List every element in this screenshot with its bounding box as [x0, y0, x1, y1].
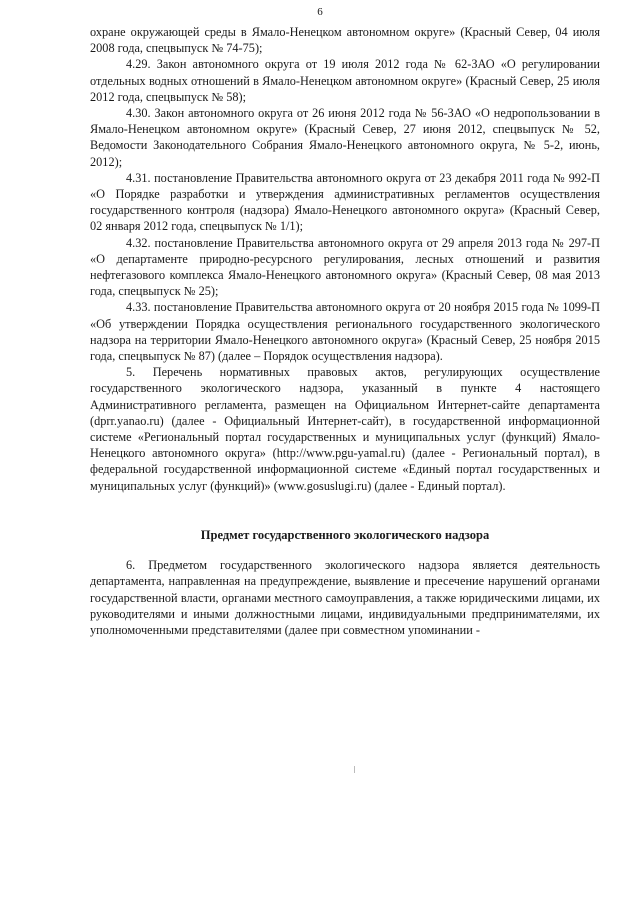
paragraph-6: 6. Предметом государственного экологического надзора является деятельность департамента, направленная на предупреждение, выявление и пресечение нарушений органами государственной власти, органами местного самоуправления, а также юридическими лицами, их руководителями и иными должностными лицами, индивидуальными предпринимателями, их уполномоченными представителями (далее при совместном упоминании - [90, 558, 600, 637]
scan-mark [354, 766, 355, 773]
document-body [90, 24, 600, 638]
paragraph-4-30: 4.30. Закон автономного округа от 26 июня 2012 года № 56-ЗАО «О недропользовании в Ямало-Ненецком автономном округе» (Красный Север, 27 июня 2012, спецвыпуск № 52, Ведомости Законодательного Собрания Ямало-Ненецкого автономного округа, № 5-2, июнь, 2012); [90, 106, 600, 169]
paragraph-4-32: 4.32. постановление Правительства автономного округа от 29 апреля 2013 года № 297-П «О департаменте природно-ресурсного регулирования, лесных отношений и развития нефтегазового комплекса Ямало-Ненецкого автономного округа» (Красный Север, 08 мая 2013 года, спецвыпуск № 25); [90, 235, 600, 299]
paragraph-4-31: 4.31. постановление Правительства автономного округа от 23 декабря 2011 года № 992-П «О Порядке разработки и утверждения административных регламентов осуществления государственного контроля (надзора) Ямало-Ненецкого автономного округа» (Красный Север, 02 января 2012 года, спецвыпуск № 1/1); [90, 170, 600, 234]
section-heading: Предмет государственного экологического надзора [200, 527, 490, 542]
page-number: 6 [317, 6, 323, 18]
paragraph-5: 5. Перечень нормативных правовых актов, регулирующих осуществление государственного экологического надзора, указанный в пункте 4 настоящего Административного регламента, размещен на Официальном Интернет-сайте департамента (dprr.yanao.ru) (далее - Официальный Интернет-сайт), в государственной информационной системе «Региональный портал государственных и муниципальных услуг (функций) Ямало-Ненецкого автономного округа» (http://www.pgu-yamal.ru) (далее - Региональный портал), в федеральной государственной информационной системе «Единый портал государственных и муниципальных услуг (функций)» (www.gosuslugi.ru) (далее - Единый портал). [90, 365, 600, 493]
paragraph-4-33: 4.33. постановление Правительства автономного округа от 20 ноября 2015 года № 1099-П «Об утверждении Порядка осуществления регионального государственного экологического надзора на территории Ямало-Ненецкого автономного округа» (Красный Север, 25 ноября 2015 года, спецвыпуск № 87) (далее – Порядок осуществления надзора). [90, 300, 600, 364]
paragraph-4-29: 4.29. Закон автономного округа от 19 июля 2012 года № 62-ЗАО «О регулировании отдельных водных отношений в Ямало-Ненецком автономном округе» (Красный Север, 25 июля 2012 года, спецвыпуск № 58); [90, 57, 600, 104]
paragraph-4-28-continuation: охране окружающей среды в Ямало-Ненецком автономном округе» (Красный Север, 04 июля 2008 года, спецвыпуск № 74-75); [90, 25, 600, 56]
